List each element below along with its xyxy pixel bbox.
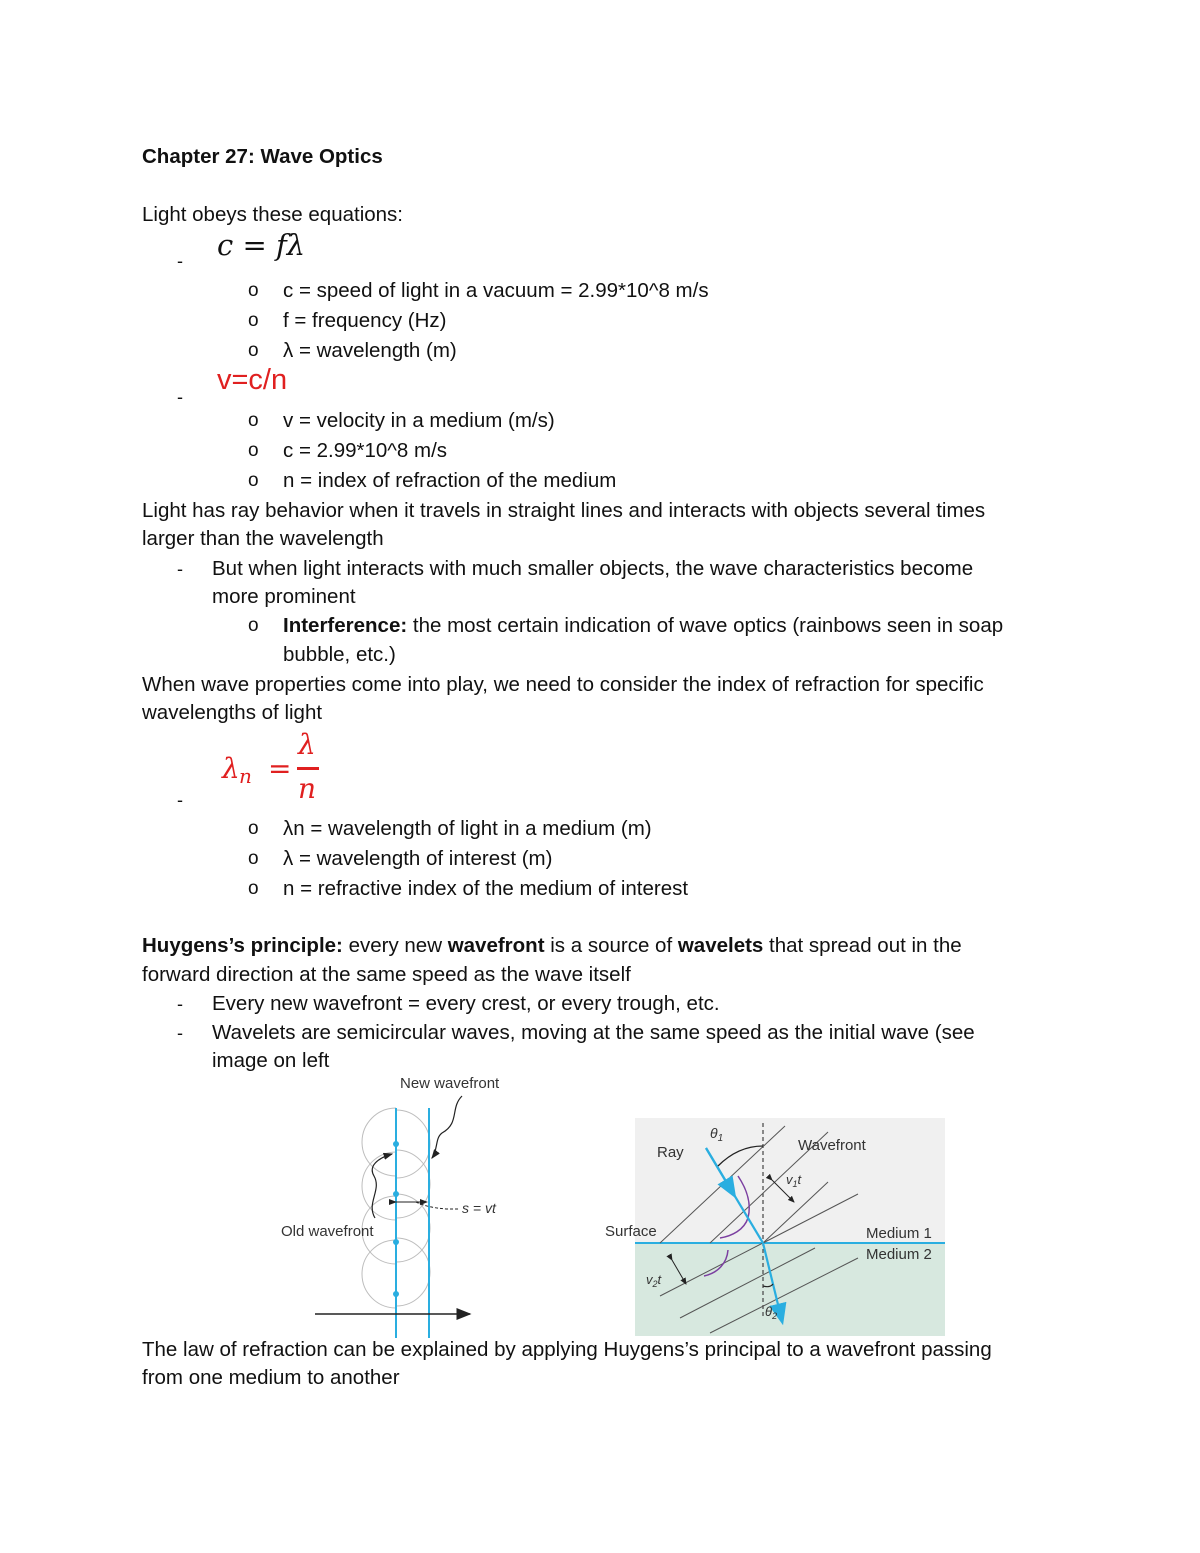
circle-bullet: o: [248, 878, 259, 899]
circle-bullet: o: [248, 848, 259, 869]
eq1-item: f = frequency (Hz): [283, 309, 447, 332]
interference-item-line2: bubble, etc.): [283, 643, 396, 666]
wavefront-label: Wavefront: [798, 1137, 866, 1154]
ray-label: Ray: [657, 1144, 684, 1161]
equation-numerator: λ: [298, 728, 316, 761]
wave-paragraph-line1: When wave properties come into play, we need to consider the index of refraction for specific: [142, 673, 984, 696]
intro-text: Light obeys these equations:: [142, 203, 403, 226]
new-wavefront-label: New wavefront: [400, 1075, 500, 1092]
wave-paragraph-line2: wavelengths of light: [142, 701, 323, 724]
huygens-paragraph-line2: forward direction at the same speed as the wave itself: [142, 963, 631, 986]
equation-c-f-lambda: c = fλ: [217, 228, 306, 262]
eq3-item: λn = wavelength of light in a medium (m): [283, 817, 652, 840]
old-wavefront-label: Old wavefront: [281, 1223, 374, 1240]
chapter-title: Chapter 27: Wave Optics: [142, 145, 383, 168]
eq3-item: λ = wavelength of interest (m): [283, 847, 553, 870]
circle-bullet: o: [248, 818, 259, 839]
huygens-item: Every new wavefront = every crest, or every trough, etc.: [212, 992, 720, 1015]
huygens-paragraph-line1: [142, 932, 962, 960]
dash-bullet: -: [177, 790, 183, 810]
circle-bullet: o: [248, 310, 259, 331]
v1t-subscript: 1: [792, 1179, 798, 1189]
huygens-wavelet-figure: [270, 1068, 560, 1338]
dash-bullet: -: [177, 251, 183, 271]
eq2-item: n = index of refraction of the medium: [283, 469, 617, 492]
dash-bullet: -: [177, 559, 183, 579]
closing-paragraph-line2: from one medium to another: [142, 1366, 400, 1389]
equation-lambda-n-lhs: λ: [222, 752, 240, 785]
medium1-label: Medium 1: [866, 1225, 932, 1242]
medium2-label: Medium 2: [866, 1246, 932, 1263]
circle-bullet: o: [248, 615, 259, 636]
dash-bullet: -: [177, 1023, 183, 1043]
wavefront-term: wavefront: [447, 934, 545, 957]
theta2-subscript: 2: [772, 1311, 778, 1321]
circle-bullet: o: [248, 440, 259, 461]
theta2-symbol: θ: [765, 1304, 773, 1319]
new-wavefront-leader: [432, 1096, 462, 1158]
v1t-time: t: [797, 1172, 802, 1187]
huygens-item-line2: image on left: [212, 1049, 330, 1072]
v2t-time: t: [657, 1272, 662, 1287]
ray-paragraph-line1: Light has ray behavior when it travels in straight lines and interacts with objects several times: [142, 499, 986, 522]
circle-bullet: o: [248, 280, 259, 301]
interference-definition: the most certain indication of wave optics (rainbows seen in soap: [407, 614, 1004, 637]
huygens-term: Huygens’s principle:: [142, 934, 343, 957]
eq2-item: v = velocity in a medium (m/s): [283, 409, 555, 432]
equation-lambda-n-subscript: n: [239, 764, 252, 788]
v2t-symbol: v: [646, 1272, 653, 1287]
closing-paragraph-line1: The law of refraction can be explained by applying Huygens’s principal to a wavefront passing: [142, 1338, 992, 1361]
circle-bullet: o: [248, 410, 259, 431]
ray-subitem-line1: But when light interacts with much smaller objects, the wave characteristics become: [212, 557, 974, 580]
surface-label: Surface: [605, 1223, 657, 1240]
fraction-bar: [297, 767, 319, 770]
interference-item: [283, 612, 1003, 640]
wavelets-term: wavelets: [677, 934, 764, 957]
old-wavefront-leader: [372, 1154, 392, 1218]
dash-bullet: -: [177, 387, 183, 407]
eq3-item: n = refractive index of the medium of interest: [283, 877, 689, 900]
eq2-item: c = 2.99*10^8 m/s: [283, 439, 448, 462]
huygens-text: every new: [342, 934, 448, 957]
huygens-text: is a source of: [544, 934, 678, 957]
v1t-symbol: v: [786, 1172, 793, 1187]
ray-paragraph-line2: larger than the wavelength: [142, 527, 384, 550]
theta1-subscript: 1: [717, 1133, 724, 1144]
equation-denominator: n: [298, 772, 317, 805]
equation-equals: =: [268, 752, 292, 785]
ray-subitem-line2: more prominent: [212, 585, 356, 608]
equation-v-c-n: v=c/n: [217, 364, 288, 396]
theta1-symbol: θ: [710, 1125, 718, 1141]
eq1-item: c = speed of light in a vacuum = 2.99*10^8 m/s: [283, 279, 709, 302]
distance-label: s = vt: [462, 1200, 496, 1216]
v2t-subscript: 2: [652, 1279, 658, 1289]
refraction-figure: [600, 1118, 950, 1336]
eq1-item: λ = wavelength (m): [283, 339, 457, 362]
huygens-item: Wavelets are semicircular waves, moving at the same speed as the initial wave (see: [212, 1021, 975, 1044]
circle-bullet: o: [248, 470, 259, 491]
huygens-text: that spread out in the: [763, 934, 962, 957]
dash-bullet: -: [177, 994, 183, 1014]
interference-term: Interference:: [283, 614, 408, 637]
circle-bullet: o: [248, 340, 259, 361]
